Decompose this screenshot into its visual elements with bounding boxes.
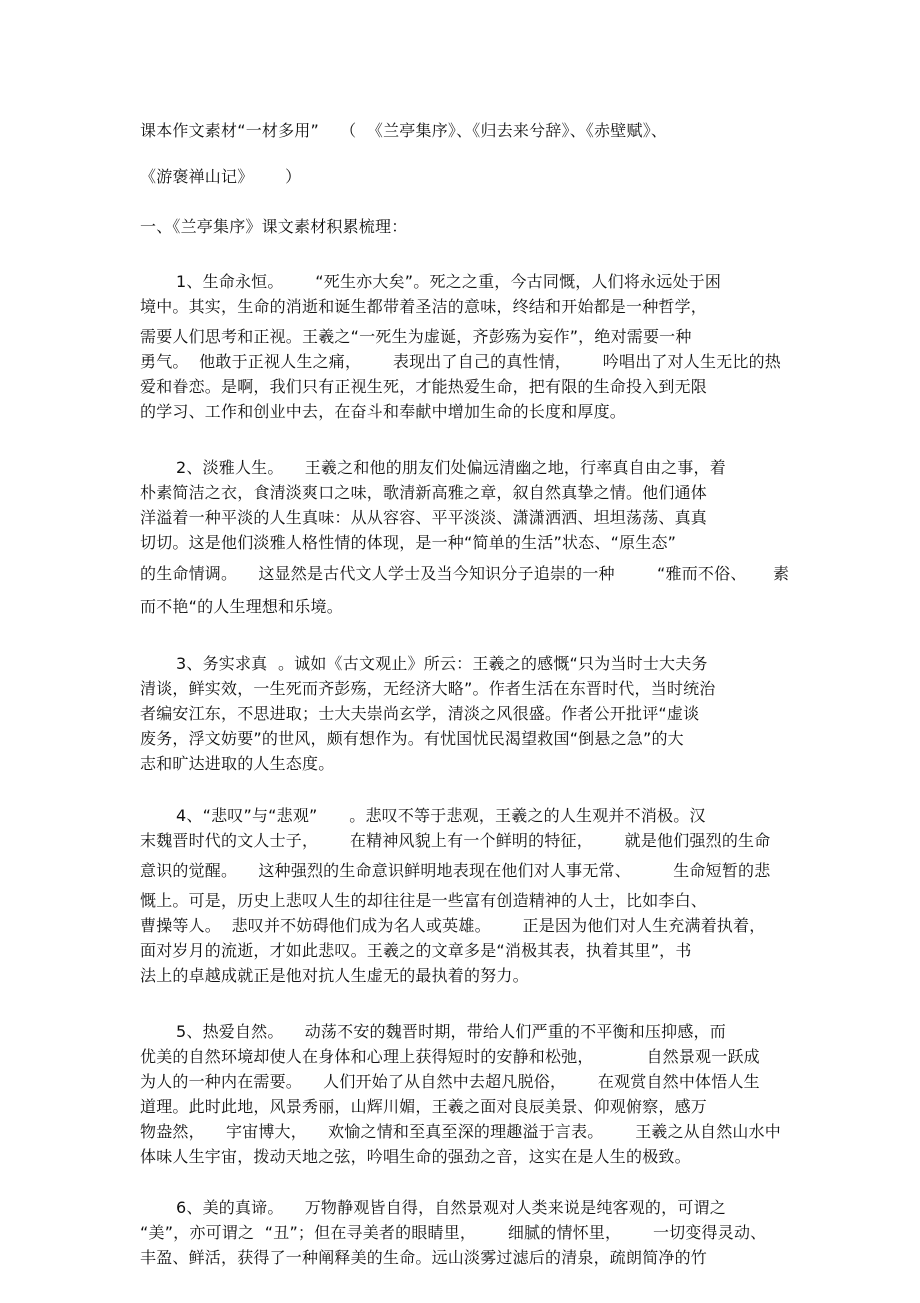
- document-title-line-1: 课本作文素材“一材多用” （ 《兰亭集序》、《归去来兮辞》、《赤壁赋》、: [140, 121, 668, 140]
- paragraph-line: 慨上。可是，历史上悲叹人生的却往往是一些富有创造精神的人士，比如李白、: [140, 891, 708, 910]
- paragraph-line: 4、“悲叹”与“悲观” 。悲叹不等于悲观，王羲之的人生观并不消极。汉: [176, 806, 706, 825]
- paragraph-line: 勇气。 他敢于正视人生之痛， 表现出了自己的真性情， 吟唱出了对人生无比的热: [140, 352, 782, 371]
- paragraph-line: 物盎然， 宇宙博大， 欢愉之情和至真至深的理趣溢于言表。 王羲之从自然山水中: [140, 1122, 782, 1141]
- paragraph-line: 朴素简洁之衣，食清淡爽口之味，歌清新高雅之章，叙自然真挚之情。他们通体: [140, 483, 708, 502]
- paragraph-line: 切切。这是他们淡雅人格性情的体现，是一种“简单的生活”状态、“原生态”: [140, 533, 677, 552]
- document-title-line-2: 《游褒禅山记》 ）: [140, 167, 302, 186]
- paragraph-line: 2、淡雅人生。 王羲之和他的朋友们处偏远清幽之地，行率真自由之事，着: [176, 458, 726, 477]
- paragraph-line: 法上的卓越成就正是他对抗人生虚无的最执着的努力。: [140, 966, 529, 985]
- paragraph-line: 优美的自然环境却使人在身体和心理上获得短时的安静和松弛， 自然景观一跃成: [140, 1047, 760, 1066]
- paragraph-line: 爱和眷恋。是啊，我们只有正视生死，才能热爱生命，把有限的生命投入到无限: [140, 377, 708, 396]
- paragraph-line: 境中。其实，生命的消逝和诞生都带着圣洁的意味，终结和开始都是一种哲学，: [140, 297, 708, 316]
- paragraph-line: 3、务实求真 。诚如《古文观止》所云：王羲之的感慨“只为当时士大夫务: [176, 654, 708, 673]
- paragraph-line: 体味人生宇宙，拨动天地之弦，吟唱生命的强劲之音，这实在是人生的极致。: [140, 1147, 691, 1166]
- paragraph-line: 清谈，鲜实效，一生死而齐彭殇，无经济大略”。作者生活在东晋时代，当时统治: [140, 679, 716, 698]
- paragraph-line: 道理。此时此地，风景秀丽，山辉川媚，王羲之面对良辰美景、仰观俯察，感万: [140, 1097, 708, 1116]
- paragraph-line: 1、生命永恒。 “死生亦大矣”。死之之重，今古同慨，人们将永远处于困: [176, 272, 722, 291]
- paragraph-line: 曹操等人。 悲叹并不妨碍他们成为名人或英雄。 正是因为他们对人生充满着执着，: [140, 916, 766, 935]
- paragraph-line: “美”，亦可谓之 “丑”；但在寻美者的眼睛里， 细腻的情怀里， 一切变得灵动、: [140, 1223, 767, 1242]
- paragraph-line: 5、热爱自然。 动荡不安的魏晋时期，带给人们严重的不平衡和压抑感，而: [176, 1022, 726, 1041]
- paragraph-line: 末魏晋时代的文人士子， 在精神风貌上有一个鲜明的特征， 就是他们强烈的生命: [140, 831, 771, 850]
- paragraph-line: 意识的觉醒。 这种强烈的生命意识鲜明地表现在他们对人事无常、 生命短暂的悲: [140, 861, 771, 880]
- paragraph-line: 洋溢着一种平淡的人生真味：从从容容、平平淡淡、潇潇洒洒、坦坦荡荡、真真: [140, 508, 708, 527]
- paragraph-line: 的学习、工作和创业中去，在奋斗和奉献中增加生命的长度和厚度。: [140, 402, 627, 421]
- paragraph-line: 志和旷达进取的人生态度。: [140, 754, 335, 773]
- paragraph-line: 丰盈、鲜活，获得了一种阐释美的生命。远山淡雾过滤后的清泉，疏朗简净的竹: [140, 1248, 708, 1267]
- paragraph-line: 为人的一种内在需要。 人们开始了从自然中去超凡脱俗， 在观赏自然中体悟人生: [140, 1072, 760, 1091]
- paragraph-line: 需要人们思考和正视。王羲之“一死生为虚诞，齐彭殇为妄作”，绝对需要一种: [140, 327, 692, 346]
- paragraph-line: 的生命情调。 这显然是古代文人学士及当今知识分子追崇的一种 “雅而不俗、 素: [140, 564, 790, 583]
- paragraph-line: 而不艳“的人生理想和乐境。: [140, 597, 343, 616]
- paragraph-line: 废务，浮文妨要”的世风，颇有想作为。有忧国忧民渴望救国“倒悬之急”的大: [140, 729, 684, 748]
- paragraph-line: 面对岁月的流逝，才如此悲叹。王羲之的文章多是“消极其表，执着其里”，书: [140, 941, 692, 960]
- paragraph-line: 6、美的真谛。 万物静观皆自得，自然景观对人类来说是纯客观的，可谓之: [176, 1198, 726, 1217]
- section-heading: 一、《兰亭集序》课文素材积累梳理：: [140, 217, 408, 236]
- paragraph-line: 者编安江东，不思进取；士大夫崇尚玄学，清淡之风很盛。作者公开批评“虚谈: [140, 704, 700, 723]
